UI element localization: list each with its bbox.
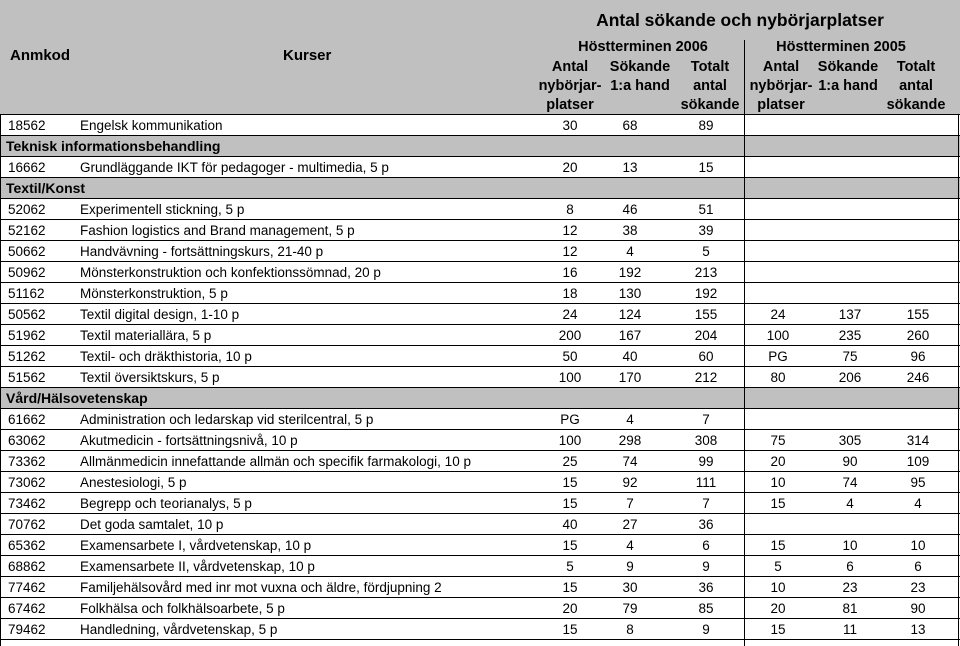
course-code: 50562 xyxy=(8,307,46,322)
value-cell: 6 xyxy=(914,559,922,574)
value-cell: 4 xyxy=(626,412,634,427)
value-cell: 20 xyxy=(770,601,786,616)
table-row xyxy=(0,220,960,241)
course-code: 79462 xyxy=(8,622,46,637)
value-cell: 13 xyxy=(910,622,926,637)
course-name: Textil översiktskurs, 5 p xyxy=(80,370,220,385)
course-name: Grundläggande IKT för pedagoger - multimedia, 5 p xyxy=(80,160,389,175)
value-cell: 75 xyxy=(770,433,786,448)
value-cell: 314 xyxy=(906,433,930,448)
value-cell: 212 xyxy=(694,370,718,385)
value-cell: 40 xyxy=(622,349,638,364)
value-cell: 12 xyxy=(562,223,578,238)
value-cell: 8 xyxy=(566,202,574,217)
value-cell: 40 xyxy=(562,517,578,532)
course-code: 68862 xyxy=(8,559,46,574)
value-cell: 75 xyxy=(842,349,858,364)
group-label: Textil/Konst xyxy=(6,180,86,196)
value-cell: 298 xyxy=(618,433,642,448)
course-code: 63062 xyxy=(8,433,46,448)
course-name: Fashion logistics and Brand management, 5 p xyxy=(80,223,355,238)
value-cell: 137 xyxy=(838,307,862,322)
table-row xyxy=(0,472,960,493)
value-cell: 68 xyxy=(622,118,638,133)
value-cell: 30 xyxy=(622,580,638,595)
value-cell: 124 xyxy=(618,307,642,322)
col-totalt-2005: Totalt antal sökande xyxy=(886,59,946,113)
table-row xyxy=(0,241,960,262)
course-code: 73462 xyxy=(8,496,46,511)
value-cell: 308 xyxy=(694,433,718,448)
value-cell: 16 xyxy=(562,265,578,280)
value-cell: 20 xyxy=(562,601,578,616)
col-sokande-2006: Sökande 1:a hand xyxy=(609,59,671,94)
value-cell: 155 xyxy=(906,307,930,322)
value-cell: 260 xyxy=(906,328,930,343)
course-code: 77462 xyxy=(8,580,46,595)
value-cell: 192 xyxy=(618,265,642,280)
course-name: Textil- och dräkthistoria, 10 p xyxy=(80,349,252,364)
value-cell: 30 xyxy=(562,118,578,133)
table-row xyxy=(0,451,960,472)
value-cell: 111 xyxy=(695,475,717,490)
value-cell: 4 xyxy=(626,538,634,553)
table-row xyxy=(0,598,960,619)
course-code: 50962 xyxy=(8,265,46,280)
course-code: 65362 xyxy=(8,538,46,553)
value-cell: 206 xyxy=(838,370,862,385)
value-cell: 13 xyxy=(622,160,638,175)
course-name: Mönsterkonstruktion, 5 p xyxy=(80,286,228,301)
value-cell: 305 xyxy=(838,433,862,448)
col-divider-2006 xyxy=(744,114,745,646)
course-name: Examensarbete I, vårdvetenskap, 10 p xyxy=(80,538,312,553)
course-name: Mönsterkonstruktion och konfektionssömnad, 20 p xyxy=(80,265,381,280)
course-name: Handledning, vårdvetenskap, 5 p xyxy=(80,622,278,637)
value-cell: 80 xyxy=(770,370,786,385)
course-code: 73062 xyxy=(8,475,46,490)
table-row xyxy=(0,514,960,535)
value-cell: 74 xyxy=(842,475,858,490)
course-code: 67462 xyxy=(8,601,46,616)
course-name: Textil materiallära, 5 p xyxy=(80,328,212,343)
value-cell: 25 xyxy=(562,454,578,469)
course-name: Experimentell stickning, 5 p xyxy=(80,202,245,217)
table-row xyxy=(0,430,960,451)
value-cell: 5 xyxy=(566,559,574,574)
value-cell: 9 xyxy=(702,622,710,637)
table-row xyxy=(0,367,960,388)
row-separator xyxy=(0,639,960,640)
table-row xyxy=(0,283,960,304)
value-cell: 11 xyxy=(842,622,857,637)
course-code: 51562 xyxy=(8,370,46,385)
value-cell: 10 xyxy=(842,538,858,553)
value-cell: 46 xyxy=(622,202,638,217)
course-name: Begrepp och teorianalys, 5 p xyxy=(80,496,252,511)
course-code: 70762 xyxy=(8,517,46,532)
value-cell: 27 xyxy=(622,517,638,532)
table-row xyxy=(0,262,960,283)
course-code: 51162 xyxy=(8,286,45,301)
value-cell: 246 xyxy=(906,370,930,385)
value-cell: 15 xyxy=(562,496,578,511)
course-name: Examensarbete II, vårdvetenskap, 10 p xyxy=(80,559,315,574)
course-name: Folkhälsa och folkhälsoarbete, 5 p xyxy=(80,601,285,616)
course-code: 16662 xyxy=(8,160,46,175)
value-cell: 51 xyxy=(698,202,714,217)
col-divider-right xyxy=(958,114,959,646)
value-cell: 9 xyxy=(626,559,634,574)
value-cell: 23 xyxy=(842,580,858,595)
course-name: Allmänmedicin innefattande allmän och specifik farmakologi, 10 p xyxy=(80,454,471,469)
value-cell: 85 xyxy=(698,601,714,616)
value-cell: 7 xyxy=(702,496,710,511)
table-row xyxy=(0,157,960,178)
value-cell: 23 xyxy=(910,580,926,595)
table-row xyxy=(0,325,960,346)
header-title: Antal sökande och nybörjarplatser xyxy=(596,10,884,30)
course-name: Engelsk kommunikation xyxy=(80,118,223,133)
value-cell: 4 xyxy=(846,496,854,511)
group-row xyxy=(0,178,960,199)
value-cell: 6 xyxy=(846,559,854,574)
value-cell: 213 xyxy=(694,265,718,280)
value-cell: 130 xyxy=(618,286,642,301)
value-cell: 6 xyxy=(702,538,710,553)
value-cell: 50 xyxy=(562,349,578,364)
course-name: Administration och ledarskap vid sterilcentral, 5 p xyxy=(80,412,374,427)
value-cell: 4 xyxy=(914,496,922,511)
value-cell: 7 xyxy=(626,496,634,511)
col-antal-2005: Antal nybörjar- platser xyxy=(749,59,813,113)
table-row xyxy=(0,556,960,577)
value-cell: 204 xyxy=(694,328,718,343)
value-cell: 81 xyxy=(842,601,858,616)
col-sokande-2005: Sökande 1:a hand xyxy=(817,59,879,94)
table-row xyxy=(0,199,960,220)
value-cell: 7 xyxy=(702,412,710,427)
value-cell: PG xyxy=(560,412,580,427)
value-cell: 20 xyxy=(770,454,786,469)
value-cell: 92 xyxy=(622,475,638,490)
table-row xyxy=(0,619,960,640)
value-cell: 15 xyxy=(770,538,786,553)
value-cell: 9 xyxy=(702,559,710,574)
table-row xyxy=(0,577,960,598)
value-cell: PG xyxy=(768,349,788,364)
value-cell: 8 xyxy=(626,622,634,637)
course-code: 18562 xyxy=(8,118,46,133)
value-cell: 96 xyxy=(910,349,926,364)
value-cell: 155 xyxy=(694,307,718,322)
value-cell: 60 xyxy=(698,349,714,364)
value-cell: 90 xyxy=(842,454,858,469)
value-cell: 89 xyxy=(698,118,714,133)
value-cell: 90 xyxy=(910,601,926,616)
group-row xyxy=(0,136,960,157)
header-term-2006: Höstterminen 2006 xyxy=(578,39,708,55)
value-cell: 200 xyxy=(558,328,582,343)
value-cell: 36 xyxy=(698,580,714,595)
value-cell: 15 xyxy=(562,538,578,553)
value-cell: 79 xyxy=(622,601,638,616)
course-name: Anestesiologi, 5 p xyxy=(80,475,187,490)
table-row xyxy=(0,493,960,514)
value-cell: 4 xyxy=(626,244,634,259)
value-cell: 10 xyxy=(770,475,786,490)
col-totalt-2006: Totalt antal sökande xyxy=(680,59,740,113)
course-code: 61662 xyxy=(8,412,46,427)
value-cell: 15 xyxy=(562,475,578,490)
group-row xyxy=(0,388,960,409)
course-code: 50662 xyxy=(8,244,46,259)
value-cell: 24 xyxy=(770,307,786,322)
course-code: 52162 xyxy=(8,223,46,238)
value-cell: 15 xyxy=(698,160,714,175)
value-cell: 15 xyxy=(770,622,786,637)
value-cell: 5 xyxy=(702,244,710,259)
table-row xyxy=(0,346,960,367)
value-cell: 235 xyxy=(838,328,862,343)
value-cell: 100 xyxy=(558,433,582,448)
value-cell: 36 xyxy=(698,517,714,532)
value-cell: 10 xyxy=(910,538,926,553)
value-cell: 5 xyxy=(774,559,782,574)
header-term-2005: Höstterminen 2005 xyxy=(776,39,906,55)
col-divider-left xyxy=(0,114,1,646)
table-row xyxy=(0,535,960,556)
value-cell: 12 xyxy=(562,244,578,259)
course-code: 51262 xyxy=(8,349,46,364)
value-cell: 100 xyxy=(558,370,582,385)
value-cell: 99 xyxy=(698,454,714,469)
value-cell: 39 xyxy=(698,223,714,238)
col-antal-2006: Antal nybörjar- platser xyxy=(538,59,602,113)
value-cell: 109 xyxy=(906,454,930,469)
value-cell: 10 xyxy=(770,580,786,595)
group-label: Teknisk informationsbehandling xyxy=(6,138,221,154)
value-cell: 15 xyxy=(770,496,786,511)
course-name: Familjehälsovård med inr mot vuxna och äldre, fördjupning 2 xyxy=(80,580,442,595)
header-kurser: Kurser xyxy=(283,47,332,64)
course-code: 73362 xyxy=(8,454,46,469)
header-divider xyxy=(744,40,745,114)
value-cell: 38 xyxy=(622,223,638,238)
value-cell: 74 xyxy=(622,454,638,469)
table-row xyxy=(0,409,960,430)
value-cell: 24 xyxy=(562,307,578,322)
value-cell: 95 xyxy=(910,475,926,490)
group-label: Vård/Hälsovetenskap xyxy=(6,390,148,406)
value-cell: 192 xyxy=(694,286,718,301)
course-code: 52062 xyxy=(8,202,46,217)
value-cell: 100 xyxy=(766,328,790,343)
value-cell: 167 xyxy=(618,328,642,343)
course-name: Textil digital design, 1-10 p xyxy=(80,307,240,322)
value-cell: 18 xyxy=(562,286,578,301)
course-name: Handvävning - fortsättningskurs, 21-40 p xyxy=(80,244,324,259)
value-cell: 20 xyxy=(562,160,578,175)
header-anmkod: Anmkod xyxy=(10,47,70,64)
course-code: 51962 xyxy=(8,328,46,343)
value-cell: 15 xyxy=(562,580,578,595)
table-row xyxy=(0,115,960,136)
course-name: Det goda samtalet, 10 p xyxy=(80,517,224,532)
value-cell: 170 xyxy=(618,370,642,385)
table-row xyxy=(0,304,960,325)
course-name: Akutmedicin - fortsättningsnivå, 10 p xyxy=(80,433,298,448)
value-cell: 15 xyxy=(562,622,578,637)
